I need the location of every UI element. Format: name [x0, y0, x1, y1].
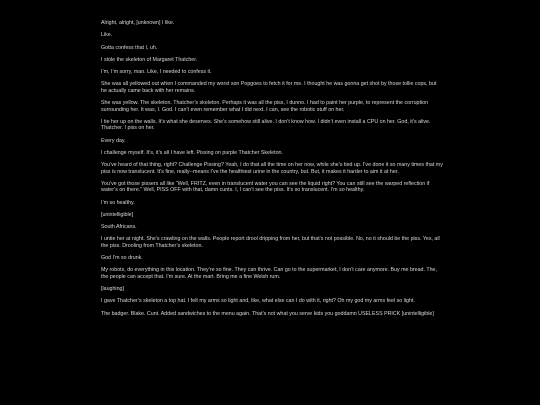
- paragraph: She was all yellowed out when I commanded my worst son Popgoes to fetch it for me. I thought he was gonna get shot by those tollie cops, but he actually came back with her remains.: [101, 81, 437, 94]
- paragraph: I’m so healthy.: [101, 199, 135, 206]
- paragraph: I untie her at night. She’s crawling on the walls. People report drool dripping from her, but that’s not possible. No, no it should be the piss. Yes, all the piss. Drooling from Thatcher’s skeleton.: [101, 236, 440, 249]
- paragraph: South Africans.: [101, 224, 137, 231]
- paragraph: I tie her up on the walls. It’s what she deserves. She’s somehow still alive. I don’t know how. I didn’t even install a CPU on her. God, it’s alive. Thatcher. I piss on her.: [101, 118, 431, 132]
- paragraph: My robots, do everything in this location. They’re so fine. They can thrive. Can go to the supermarket, I don’t care anymore. Buy me bread. The, the people can accept that. I’m sure. At the mart. Bring me a fine Welsh rum.: [101, 267, 437, 280]
- paragraph: You’ve heard of that thing, right? Challenge Pissing? Yeah, I do that all the time on her now, while she’s tied up. I’ve done it so many times that my piss is now translucent. It’s fine, really--means I’ve the healthiest urine in the country, but. But, it makes it harder to aim it at her.: [101, 162, 443, 175]
- paragraph: You’ve got those pissers all like “Well, FRITZ, even in translucent water you can see the liquid right? You can still see the warped reflection if water’s on there.” Well, PISS OFF with that, damn cunts. I, I can’t see the piss. It’s so translucent. I’m so healthy.: [101, 180, 430, 194]
- paragraph: I gave Thatcher’s skeleton a top hat. I felt my arms so light and, like, what else can I do with it, right? Oh my god my arms feel so light.: [101, 298, 415, 305]
- paragraph: Like.: [101, 32, 113, 39]
- paragraph: Gotta confess that I, uh.: [101, 44, 158, 51]
- paragraph: I stole the skeleton of Margaret Thatcher.: [101, 56, 198, 63]
- paragraph: The badger. Blake. Cunt. Added sandwiches to the menu again. That’s not what you serve kids you goddamn USELESS PRICK [unintelligible]: [101, 310, 434, 317]
- paragraph: Every day.: [101, 137, 126, 144]
- paragraph: [unintelligible]: [101, 211, 134, 218]
- paragraph: Alright, alright, [unknown] I like.: [101, 20, 175, 26]
- paragraph: I’m, I’m sorry, man. Like, I needed to confess it.: [101, 69, 212, 76]
- paragraph: I challenge myself. It’s, it’s all I have left. Pissing on purple Thatcher Skeleton.: [101, 149, 283, 156]
- paragraph: She was yellow. The skeleton. Thatcher’s skeleton. Perhaps it was all the piss, I dunno. I had to paint her purple, to represent the corruption surrounding her. It was, I. God. I can’t even remember what I did next. I can, see the robotic stuff on her.: [101, 100, 429, 113]
- paragraph: [laughing]: [101, 286, 124, 293]
- paragraph: God I’m so drunk.: [101, 255, 143, 262]
- transcript-text: [101, 20, 443, 323]
